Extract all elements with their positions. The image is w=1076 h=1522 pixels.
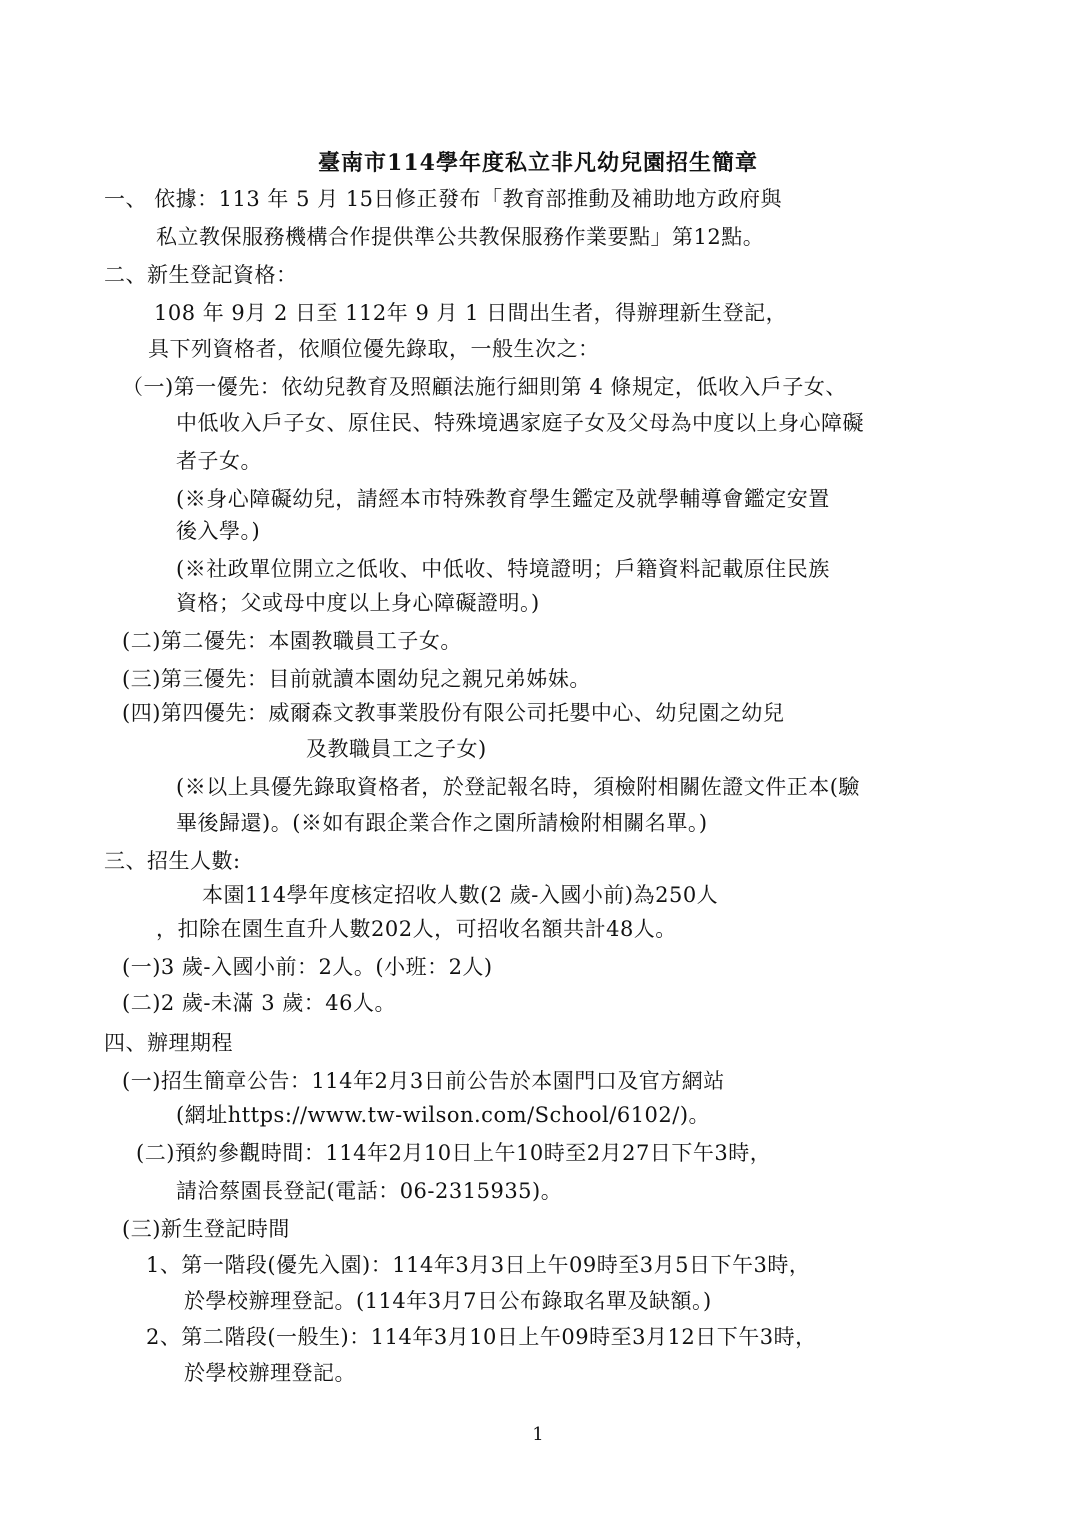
schedule-1-line-1: (一)招生簡章公告：114年2月3日前公告於本園門口及官方網站 — [122, 1069, 725, 1093]
priority-1-line-3: 者子女。 — [176, 449, 262, 473]
priority-1-line-2: 中低收入戶子女、原住民、特殊境遇家庭子女及父母為中度以上身心障礙 — [176, 411, 864, 435]
section-3-item-2: (二)2 歲-未滿 3 歲：46人。 — [122, 991, 396, 1015]
priority-4-line-1: (四)第四優先：威爾森文教事業股份有限公司托嬰中心、幼兒園之幼兒 — [122, 701, 785, 725]
section-2-heading: 二、新生登記資格： — [104, 263, 298, 287]
section-2-line-2: 具下列資格者，依順位優先錄取，一般生次之： — [148, 337, 600, 361]
schedule-3-heading: (三)新生登記時間 — [122, 1217, 290, 1241]
priority-1-note-1a: (※身心障礙幼兒，請經本市特殊教育學生鑑定及就學輔導會鑑定安置 — [176, 487, 830, 511]
stage-1-line-2: 於學校辦理登記。(114年3月7日公布錄取名單及缺額。) — [184, 1289, 712, 1313]
section-3-line-1: 本園114學年度核定招收人數(2 歲-入國小前)為250人 — [202, 883, 719, 907]
section-4-heading: 四、辦理期程 — [104, 1031, 233, 1055]
priority-2: (二)第二優先：本園教職員工子女。 — [122, 629, 462, 653]
document-title: 臺南市114學年度私立非凡幼兒園招生簡章 — [318, 150, 758, 176]
priority-1-note-2a: (※社政單位開立之低收、中低收、特境證明；戶籍資料記載原住民族 — [176, 557, 830, 581]
priority-note-line-2: 畢後歸還)。(※如有跟企業合作之園所請檢附相關名單。) — [176, 811, 708, 835]
section-3-heading: 三、招生人數: — [104, 849, 241, 873]
stage-2-line-2: 於學校辦理登記。 — [184, 1361, 356, 1385]
priority-note-line-1: (※以上具優先錄取資格者，於登記報名時，須檢附相關佐證文件正本(驗 — [176, 775, 860, 799]
schedule-2-line-2: 請洽蔡園長登記(電話：06-2315935)。 — [176, 1179, 563, 1203]
priority-1-note-1b: 後入學。) — [176, 519, 261, 543]
section-2-line-1: 108 年 9月 2 日至 112年 9 月 1 日間出生者，得辦理新生登記， — [154, 301, 788, 325]
section-3-line-2: ，扣除在園生直升人數202人，可招收名額共計48人。 — [156, 917, 677, 941]
section-3-item-1: (一)3 歲-入國小前：2人。(小班：2人) — [122, 955, 493, 979]
page-number: 1 — [532, 1424, 544, 1445]
priority-3: (三)第三優先：目前就讀本園幼兒之親兄弟姊妹。 — [122, 667, 591, 691]
stage-2-line-1: 2、第二階段(一般生)：114年3月10日上午09時至3月12日下午3時， — [146, 1325, 817, 1349]
schedule-1-line-2: (網址https://www.tw-wilson.com/School/6102/)。 — [176, 1103, 711, 1127]
priority-4-line-2: 及教職員工之子女) — [306, 737, 487, 761]
section-1-line-2: 私立教保服務機構合作提供準公共教保服務作業要點」第12點。 — [156, 225, 765, 249]
priority-1-line-1: （一)第一優先：依幼兒教育及照顧法施行細則第 4 條規定，低收入戶子女、 — [122, 375, 847, 399]
priority-1-note-2b: 資格；父或母中度以上身心障礙證明。) — [176, 591, 540, 615]
section-1-line-1: 一、 依據：113 年 5 月 15日修正發布「教育部推動及補助地方政府與 — [104, 187, 783, 211]
stage-1-line-1: 1、第一階段(優先入園)：114年3月3日上午09時至3月5日下午3時， — [146, 1253, 811, 1277]
schedule-2-line-1: (二)預約參觀時間：114年2月10日上午10時至2月27日下午3時， — [136, 1141, 772, 1165]
